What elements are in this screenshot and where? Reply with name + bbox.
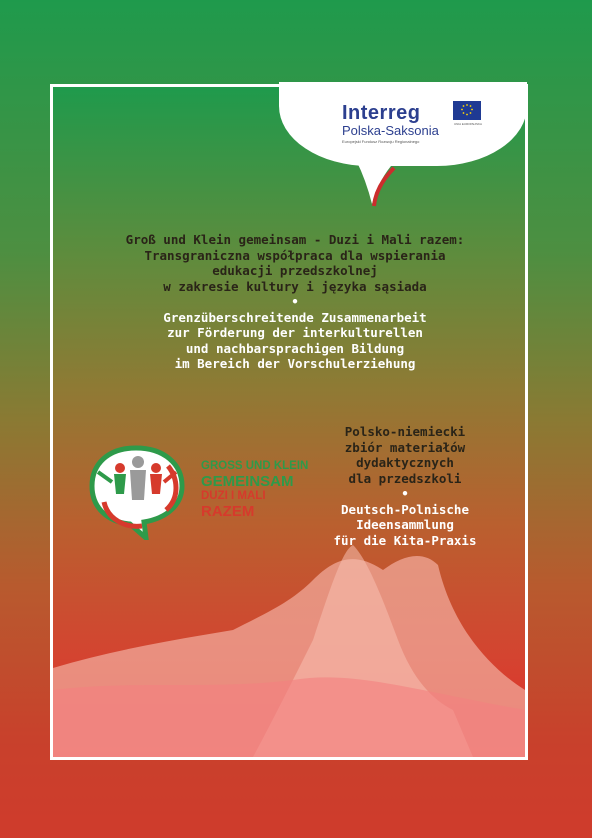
headline-line: und nachbarsprachigen Bildung [185,340,405,356]
headline-line: Transgraniczna współpraca dla wspierania [144,247,446,263]
subtitle-line: für die Kita-Praxis [333,532,477,548]
logo-line: RAZEM [201,503,255,520]
project-logo-text [201,459,308,519]
interreg-fund-line: Europejski Fundusz Rozwoju Regionalnego [342,139,420,144]
subtitle-line: zbiór materiałów [344,439,466,455]
subtitle-line: dla przedszkoli [348,470,462,486]
headline-line: edukacji przedszkolnej [212,263,378,278]
headline-line: im Bereich der Vorschulerziehung [174,356,416,371]
interreg-title: Interreg [342,102,421,124]
headline-line: zur Förderung der interkulturellen [167,325,423,340]
headline-line: Groß und Klein gemeinsam - Duzi i Mali razem: [125,232,465,247]
headline-line: Grenzüberschreitende Zusammenarbeit [163,309,427,325]
speech-bubble-tail [356,160,416,210]
logo-line: DUZI I MALI [201,490,266,502]
interreg-subtitle: Polska-Saksonia [342,123,439,138]
interreg-logo [342,103,439,145]
subtitle-block [302,424,508,548]
project-logo-icon [86,442,190,540]
subtitle-line: dydaktycznych [356,455,454,470]
subtitle-line: Ideensammlung [356,517,454,532]
subtitle-line: Deutsch-Polnische [341,501,469,517]
subtitle-line: Polsko-niemiecki [344,424,466,439]
subtitle-bullet: • [401,486,409,501]
mountain-graphic [53,540,525,757]
eu-caption: UNIA EUROPEJSKA [453,122,482,126]
headline [60,232,530,372]
logo-line: GROSS UND KLEIN [201,460,309,472]
headline-bullet: • [291,294,299,309]
logo-line: GEMEINSAM [201,473,294,490]
eu-flag-icon [453,101,481,120]
headline-line: w zakresie kultury i języka sąsiada [163,278,427,294]
